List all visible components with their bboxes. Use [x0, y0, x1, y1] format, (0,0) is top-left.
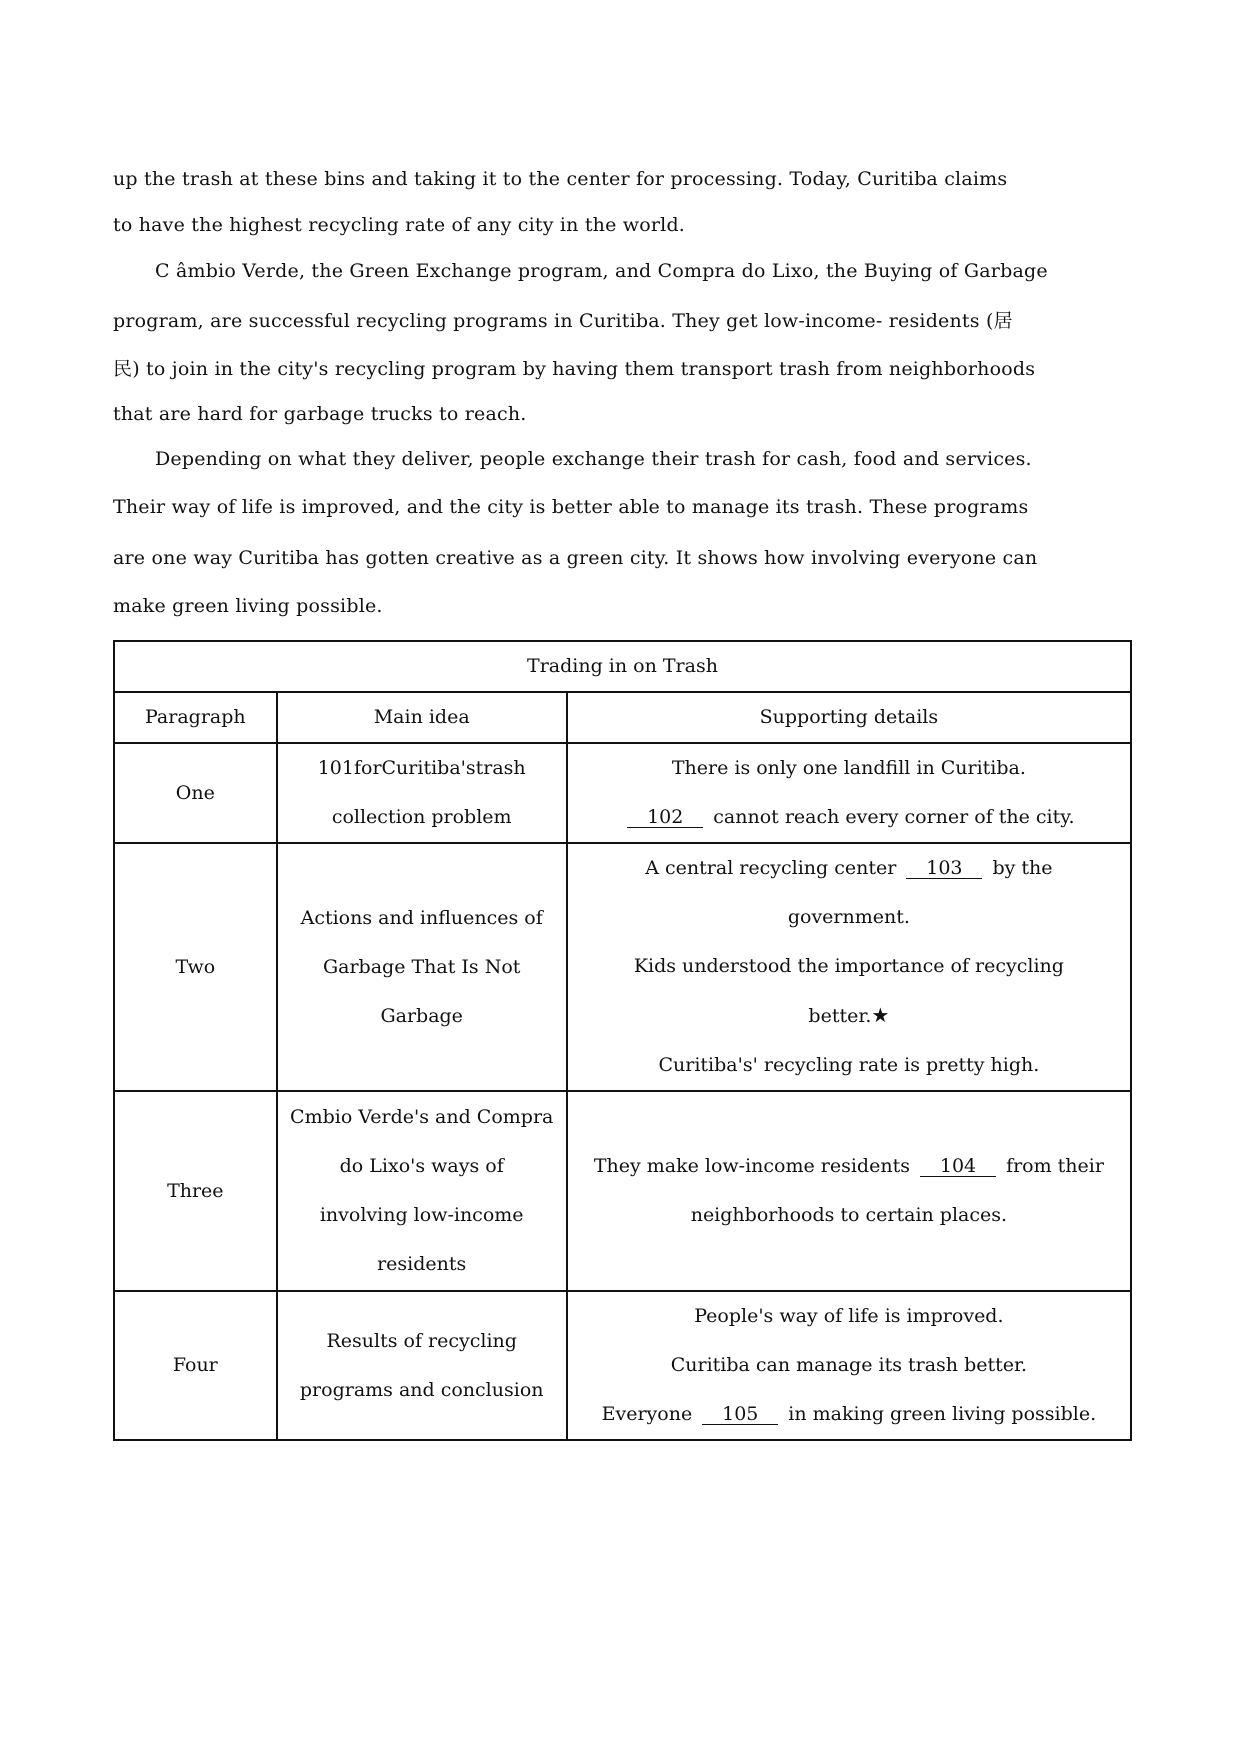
- table-title-row: [114, 641, 1131, 692]
- text-line: C âmbio Verde, the Green Exchange program, and Compra do Lixo, the Buying of Garbage: [155, 260, 1048, 282]
- table-row: [114, 743, 1131, 843]
- detail-text: They make low-income residents: [593, 1155, 910, 1177]
- text-line: to have the highest recycling rate of any city in the world.: [113, 214, 686, 236]
- main-idea-line: Garbage That Is Not: [322, 955, 521, 978]
- text-line: are one way Curitiba has gotten creative as a green city. It shows how involving everyone can: [113, 547, 1038, 569]
- table-row: [114, 1291, 1131, 1440]
- text-line: Depending on what they deliver, people exchange their trash for cash, food and services.: [155, 448, 1032, 470]
- blank-104[interactable]: 104: [920, 1156, 996, 1177]
- text-line: program, are successful recycling programs in Curitiba. They get low-income- residents (居: [113, 310, 1013, 332]
- text-line: Their way of life is improved, and the city is better able to manage its trash. These programs: [113, 496, 1029, 518]
- text-line: that are hard for garbage trucks to reach.: [113, 403, 527, 425]
- paragraph-cell: Two: [114, 843, 277, 1091]
- main-idea-line: Cmbio Verde's and Compra: [290, 1106, 554, 1128]
- blank-103[interactable]: 103: [906, 858, 982, 879]
- text-line: 民) to join in the city's recycling program by having them transport trash from neighborhoods: [113, 358, 1036, 380]
- detail-text: A central recycling center: [645, 857, 897, 879]
- detail-line: [574, 793, 1124, 842]
- detail-text: Everyone: [601, 1403, 693, 1425]
- paragraph-cell: Three: [114, 1091, 277, 1291]
- text-line: make green living possible.: [113, 595, 383, 617]
- detail-line: government.: [787, 906, 910, 928]
- header-main-idea: Main idea: [277, 692, 567, 743]
- detail-text: in making green living possible.: [788, 1403, 1097, 1425]
- detail-line: [574, 1390, 1124, 1439]
- header-paragraph: Paragraph: [114, 692, 277, 743]
- main-idea-line: residents: [377, 1253, 467, 1275]
- detail-text: better.: [808, 1005, 872, 1027]
- detail-line: Kids understood the importance of recycling: [633, 955, 1064, 977]
- main-idea-line: involving low-income: [319, 1204, 524, 1226]
- detail-text: by the: [992, 857, 1053, 879]
- main-idea-cell: [277, 843, 567, 1091]
- trading-in-on-trash-table: [113, 640, 1132, 1441]
- details-cell: [567, 1091, 1131, 1291]
- detail-text: from their: [1006, 1155, 1104, 1177]
- main-idea-line: programs and conclusion: [299, 1378, 544, 1401]
- detail-line: [574, 1142, 1124, 1191]
- main-idea-cell: [277, 1291, 567, 1440]
- detail-line: neighborhoods to certain places.: [690, 1204, 1008, 1226]
- detail-line: [574, 991, 1124, 1041]
- table-header-row: [114, 692, 1131, 743]
- main-idea-line: Results of recycling: [326, 1329, 517, 1352]
- main-idea-cell: [277, 743, 567, 843]
- table-row: [114, 843, 1131, 1091]
- main-idea-cell: [277, 1091, 567, 1291]
- main-idea-line: do Lixo's ways of: [339, 1155, 504, 1177]
- blank-102[interactable]: 102: [627, 807, 703, 828]
- detail-line: People's way of life is improved.: [694, 1305, 1004, 1327]
- main-idea-line: collection problem: [331, 806, 512, 828]
- blank-105[interactable]: 105: [702, 1404, 778, 1425]
- detail-line: [574, 844, 1124, 893]
- detail-line: There is only one landfill in Curitiba.: [671, 757, 1026, 779]
- main-idea-line: Actions and influences of: [300, 906, 543, 929]
- paragraph-cell: One: [114, 743, 277, 843]
- main-idea-line: Garbage: [380, 1004, 463, 1027]
- paragraph-cell: Four: [114, 1291, 277, 1440]
- details-cell: [567, 743, 1131, 843]
- text-line: up the trash at these bins and taking it to the center for processing. Today, Curitiba claims: [113, 168, 1008, 190]
- detail-text: cannot reach every corner of the city.: [713, 806, 1075, 828]
- details-cell: [567, 843, 1131, 1091]
- table-title: Trading in on Trash: [114, 641, 1131, 692]
- details-cell: [567, 1291, 1131, 1440]
- star-icon: ★: [871, 1003, 890, 1027]
- main-idea-line: 101forCuritiba'strash: [317, 757, 526, 779]
- header-supporting-details: Supporting details: [567, 692, 1131, 743]
- table-row: [114, 1091, 1131, 1291]
- detail-line: Curitiba's' recycling rate is pretty high.: [658, 1054, 1040, 1076]
- detail-line: Curitiba can manage its trash better.: [670, 1354, 1028, 1376]
